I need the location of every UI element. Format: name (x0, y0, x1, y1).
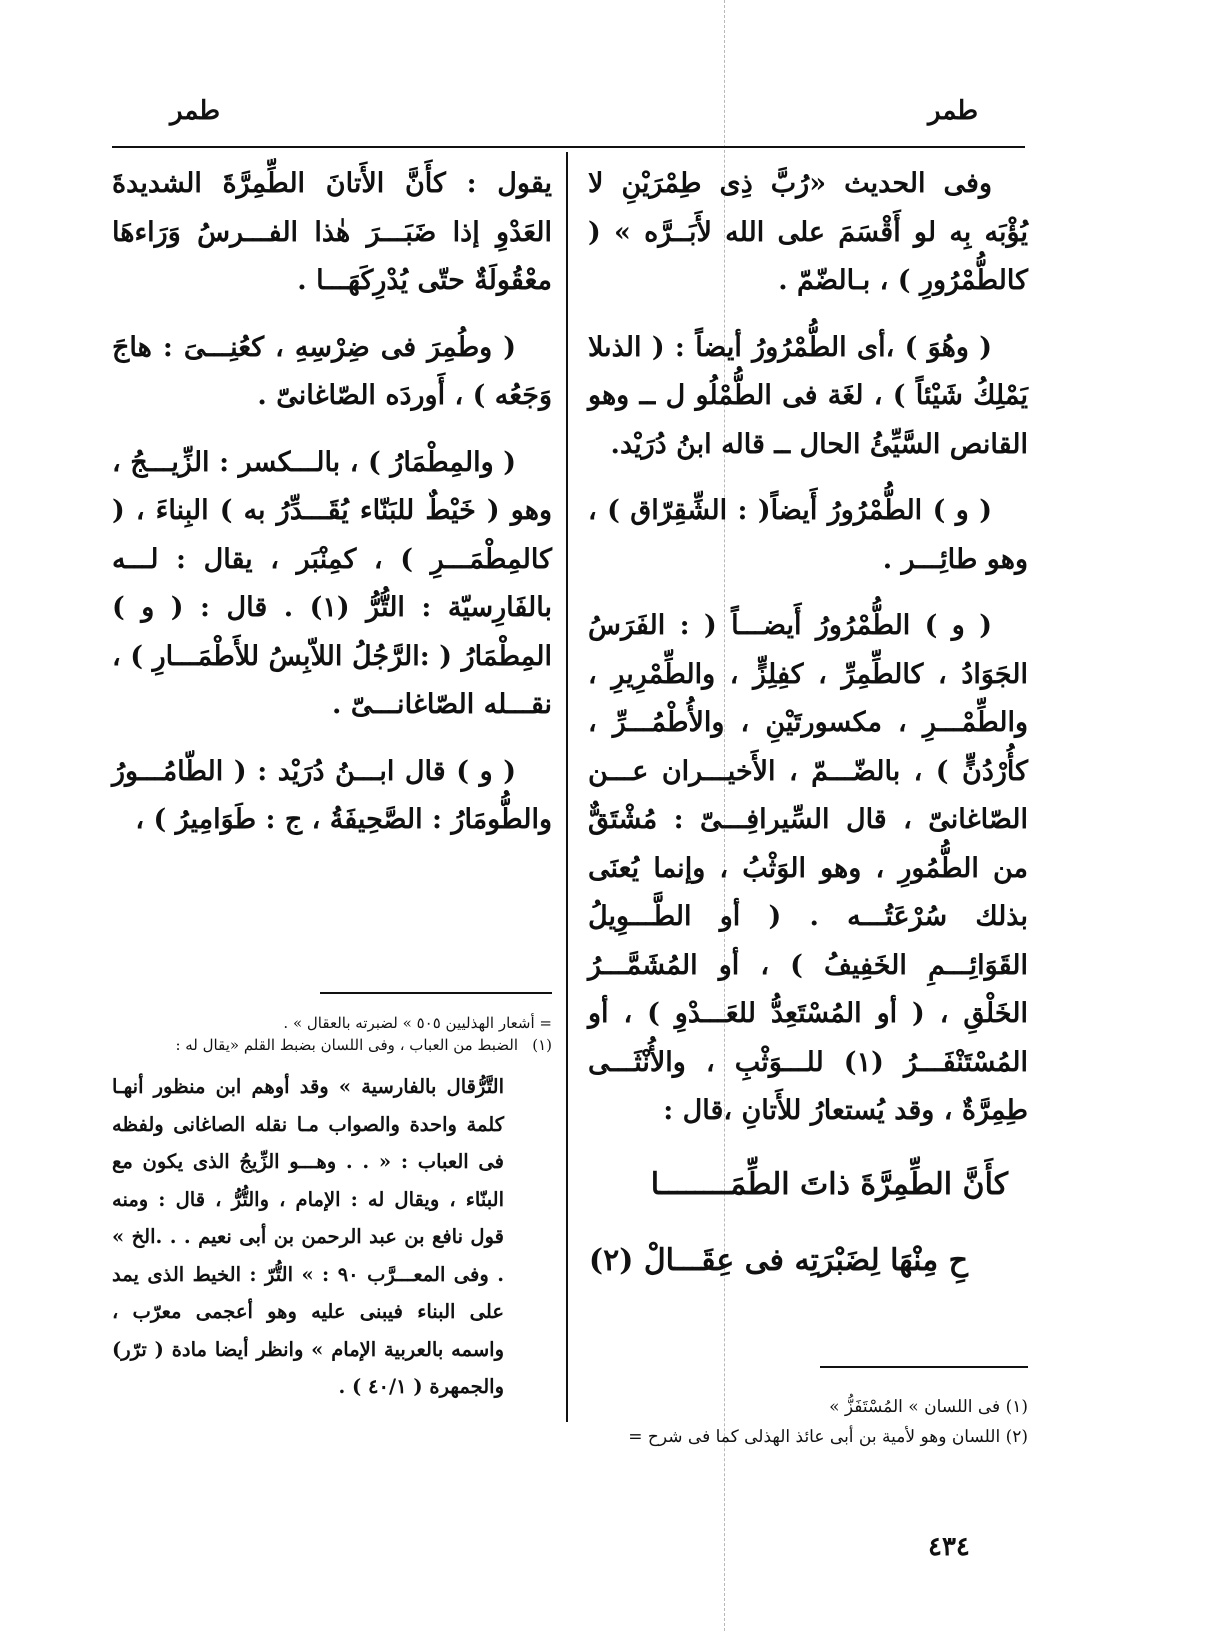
footnote-text: الضبط من العباب ، وفى اللسان بضبط القلم «يقال له : (175, 1036, 518, 1054)
right-paragraph: وفى الحديث «رُبَّ ذِى طِمْرَيْنِ لا يُؤْبَه بِه لو أَقْسَمَ على الله لأَبَــرَّه » ( كالطُّمْرُورِ ) ، بـالضّمّ . (588, 168, 1028, 296)
right-paragraph: ( وهُوَ ) ،أى الطُّمْرُورُ أيضاً : ( الذىلا يَمْلِكُ شَيْئاً ) ، لغَة فى الطُّمْلُو ل ــ وهو القانص السَّيِّئُ الحال ــ قاله ابنُ دُرَيْد. (588, 331, 1028, 460)
page-number: ٤٣٤ (928, 1532, 970, 1562)
left-paragraph: ( والمِطْمَارُ ) ، بالـــكسر : الزِّيـــجُ ، وهو ( خَيْطٌ للبَنّاء يُقَـــدِّرُ به ) البِناءَ ، ( كالمِطْمَـــرِ ) ، كمِنْبَر ، يقال : لـــه بالفَارِسيّة : التُّرُّ (١) . قال : ( و ) المِطْمَارُ ( :الرَّجُلُ اللاّبِسُ للأَطْمَـــارِ ) ، نقـــله الصّاغانـــىّ . (112, 446, 552, 720)
left-paragraph: يقول : كأَنَّ الأَتانَ الطِّمِرَّةَ الشديدةَ العَدْوِ إذا ضَبَـــرَ هٰذا الفـــرسُ وَرَاءهَا معْقُولَةٌ حتّى يُدْرِكَهَـــا . (112, 168, 552, 296)
footnote-2-right: (٢) اللسان وهو لأمية بن أبى عائذ الهذلى كما فى شرح = (628, 1427, 1028, 1447)
footnote-number: (١) (532, 1036, 552, 1054)
footnotes-left-header (112, 1012, 552, 1056)
footnotes-right (588, 1392, 1028, 1452)
right-paragraph: ( و ) الطُّمْرُورُ أَيضاً( : الشِّقِرّاق ) ، وهو طائِـــر . (588, 495, 1028, 575)
footnote-rule-right (820, 1366, 1028, 1368)
running-head-left: طمر (170, 96, 221, 126)
footnote-continuation: = أشعار الهذليين ٥٠٥ » لضبرته بالعقال » . (283, 1014, 552, 1032)
left-paragraph: ( وطُمِرَ فى ضِرْسِهِ ، كعُنِـــىَ : هاجَ وَجَعُه ) ، أَوردَه الصّاغانىّ . (112, 331, 552, 411)
footnote-1-right: (١) فى اللسان » المُسْتَفَزُّ » (829, 1397, 1028, 1417)
right-column (588, 160, 1028, 1292)
footnote-1-body: التَّرُّقال بالفارسية » وقد أوهم ابن منظور أنهـا كلمة واحدة والصواب مـا نقله الصاغانى ولفظه فى العباب : « . . وهـــو الزِّيجُ الذى يكون مع البنّاء ، ويقال له : الإمام ، والتُّرُّ ، قال : ومنه قول نافع بن عبد الرحمن بن أبى نعيم . . .الخ » . وفى المعـــرَّب ٩٠ : » التُّرّ : الخيط الذى يمد على البناء فيبنى عليه وهو أعجمى معرّب ، واسمه بالعربية الإمام » وانظر أيضا مادة ( ترّر) والجمهرة ( ٤٠/١ ) . (112, 1075, 504, 1398)
left-paragraph: ( و ) قال ابـــنُ دُرَيْد : ( الطّامُـــورُ والطُّومَارُ : الصَّحِيفَةُ ، ج : طَوَامِيرُ ) ، (112, 755, 552, 835)
running-head-right: طمر (928, 96, 979, 126)
left-column (112, 160, 552, 863)
verse-line-1: كأَنَّ الطِّمِرَّةَ ذاتَ الطِّمَــــــــا (650, 1166, 1008, 1202)
verse-line-2: حِ مِنْهَا لِضَبْرَتِه فى عِقَـــالْ (٢) (588, 1242, 968, 1278)
footnote-1-first-line (112, 1034, 552, 1056)
column-divider (566, 152, 568, 1422)
header-rule (112, 146, 1025, 148)
footnote-rule-left (320, 992, 552, 994)
right-paragraph: ( و ) الطُّمْرُورُ أَيضـــاً ( : الفَرَسُ الجَوَادُ ، كالطِّمِرِّ ، كفِلِزٍّ ، والطِّمْرِيرِ ، والطِّمْـــرِ ، مكسورتَيْنِ ، والأُطْمُـــرِّ ، كأُرْدُنٍّ ) ، بالضّـــمّ ، الأَخيـــران عـــن الصّاغانىّ ، قال السِّيرافِـــىّ : مُشْتَقٌّ من الطُّمُورِ ، وهو الوَثْبُ ، وإنما يُعنَى بذلك سُرْعَتُـــه . ( أو الطَّـــوِيلُ القَوَائِـــمِ الخَفِيفُ ) ، أو المُشَمَّـــرُ الخَلْقِ ، ( أو المُسْتَعِدُّ للعَـــدْوِ ) ، أو المُسْتَنْفَـــرُ (١) للـــوَثْبِ ، والأُنْثَـــى طِمِرَّةٌ ، وقد يُستعارُ للأَتانِ ،قال : (588, 610, 1028, 1126)
